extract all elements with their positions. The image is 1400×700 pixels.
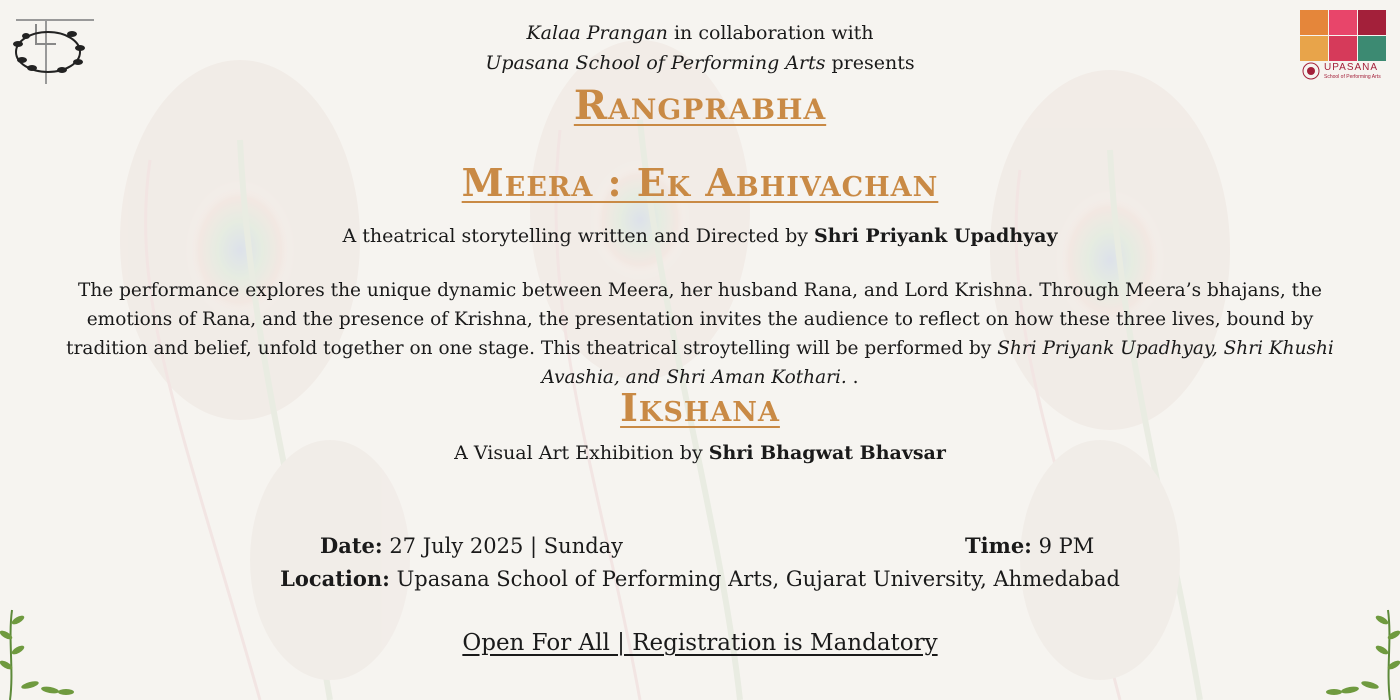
intro xyxy=(0,18,1400,78)
performance-description: The performance explores the unique dynamic between Meera, her husband Rana, and Lord Krishna. Through Meera’s bhajans, the emotions of Rana, and the presence of Krishna, the presentation invites the audience to reflect on how these three lives, bound by tradition and belief, unfold together on one stage. This theatrical stroytelling will be performed by Shri Priyank Upadhyay, Shri Khushi Avashia, and Shri Aman Kothari. . xyxy=(66,280,1334,388)
intro-line-1 xyxy=(0,18,1400,48)
location-label: Location: xyxy=(280,566,390,591)
time-value: 9 PM xyxy=(1031,534,1095,558)
presents-text: presents xyxy=(825,52,915,74)
upasana-logo-subtitle: School of Performing Arts xyxy=(1324,74,1381,80)
leaf-vine-icon xyxy=(0,600,80,700)
date-info xyxy=(320,533,623,558)
exhibition-title: Ikshana xyxy=(620,385,780,430)
leaf-vine-icon xyxy=(1320,600,1400,700)
collab-text: in collaboration with xyxy=(667,22,874,44)
upasana-logo-name: UPASANA xyxy=(1324,62,1379,73)
location-info xyxy=(0,566,1400,591)
exhibition-credit: A Visual Art Exhibition by Shri Bhagwat Bhavsar xyxy=(454,442,946,464)
performance-title: Meera : Ek Abhivachan xyxy=(461,160,939,205)
org1: Kalaa Prangan xyxy=(526,22,668,44)
date-value: 27 July 2025 | Sunday xyxy=(382,534,624,558)
date-label: Date: xyxy=(320,533,383,558)
time-label: Time: xyxy=(965,533,1032,558)
time-info xyxy=(965,533,1094,558)
performers: Shri Priyank Upadhyay, Shri Khushi Avashia, and Shri Aman Kothari. xyxy=(541,338,1334,388)
artist-name: Shri Bhagwat Bhavsar xyxy=(708,442,946,464)
director-name: Shri Priyank Upadhyay xyxy=(814,225,1058,247)
performance-credit: A theatrical storytelling written and Directed by Shri Priyank Upadhyay xyxy=(342,225,1058,247)
registration-notice: Open For All | Registration is Mandatory xyxy=(462,630,938,656)
festival-title: Rangprabha xyxy=(573,82,827,129)
location-value: Upasana School of Performing Arts, Gujarat University, Ahmedabad xyxy=(389,567,1120,591)
intro-line-2 xyxy=(0,48,1400,78)
org2: Upasana School of Performing Arts xyxy=(485,52,826,74)
